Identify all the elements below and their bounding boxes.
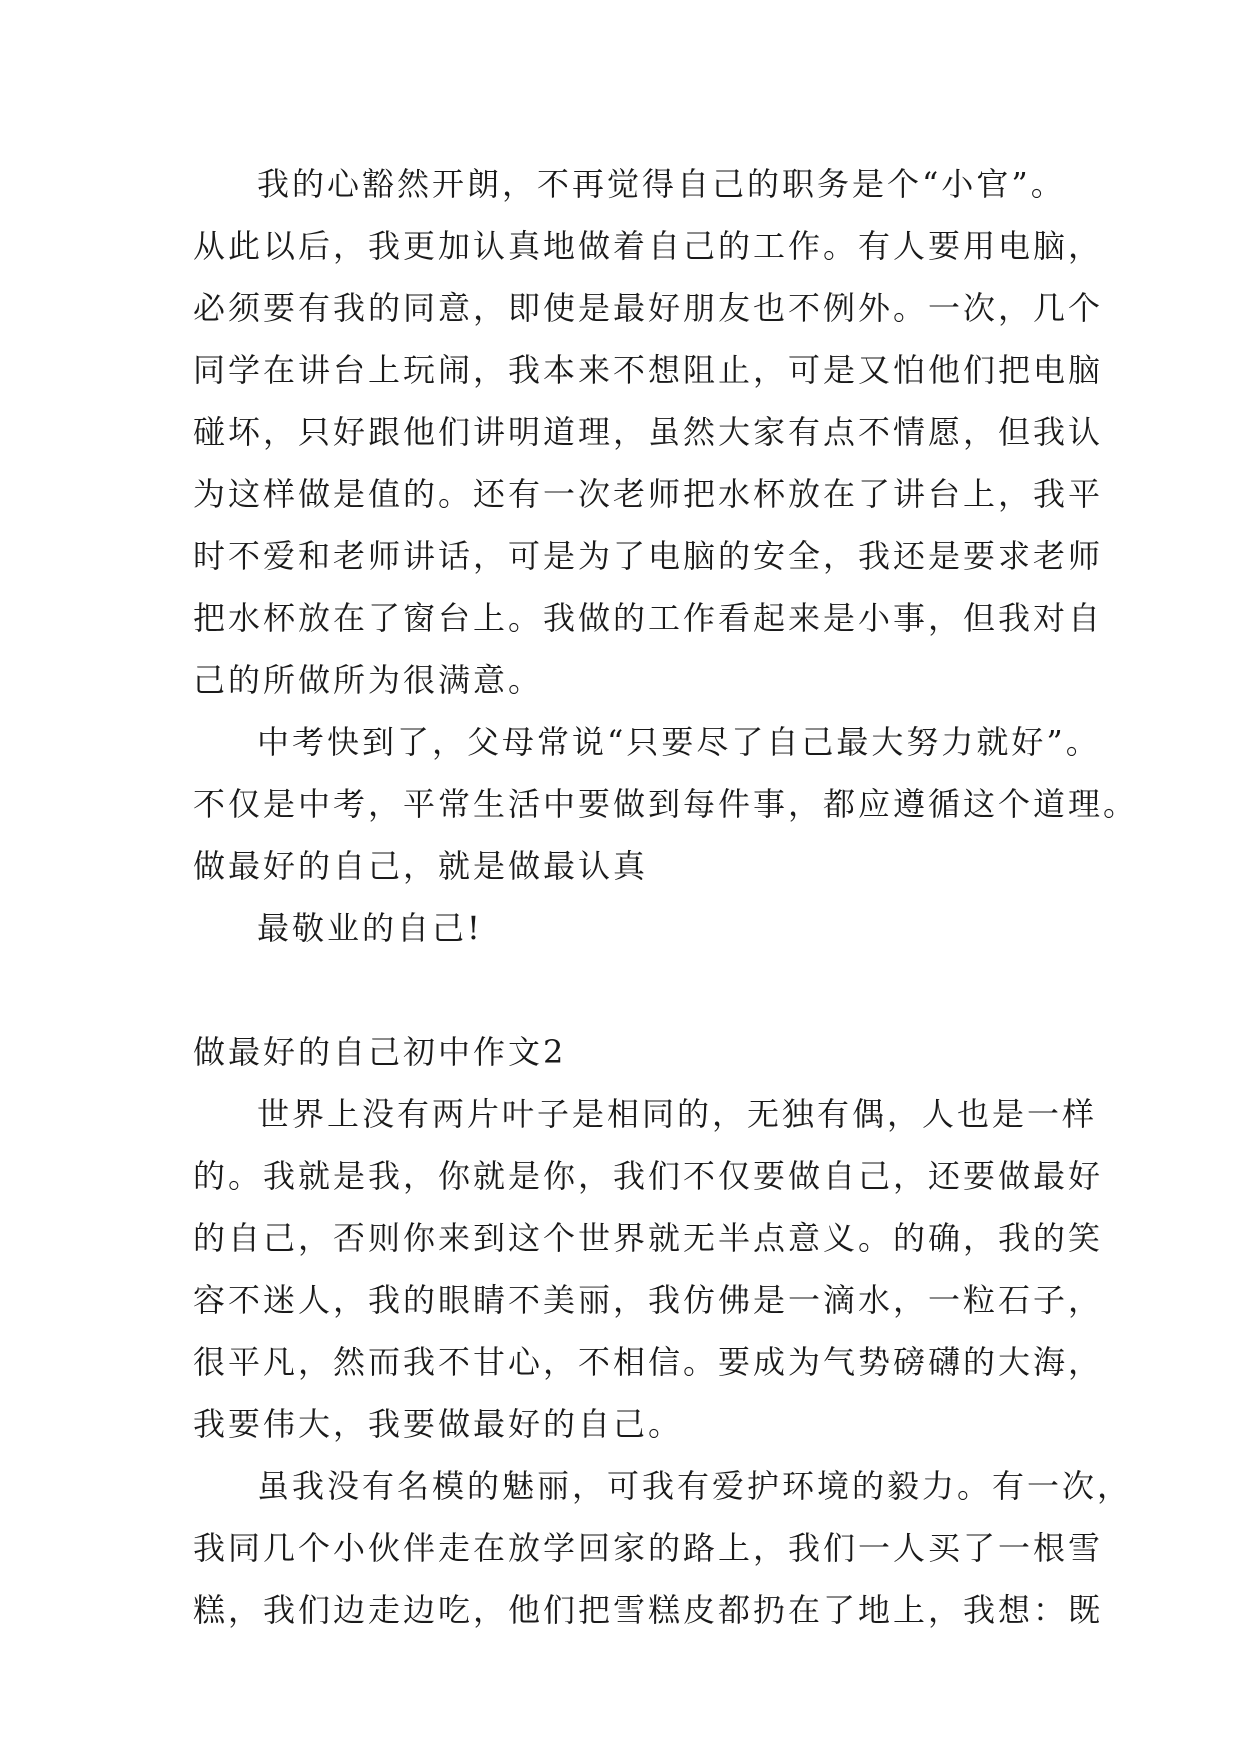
text-line: 很平凡，然而我不甘心，不相信。要成为气势磅礴的大海， <box>193 1343 1104 1381</box>
text-line: 世界上没有两片叶子是相同的，无独有偶，人也是一样 <box>257 1095 1098 1133</box>
text-line: 为这样做是值的。还有一次老师把水杯放在了讲台上，我平 <box>193 475 1104 513</box>
text-line: 把水杯放在了窗台上。我做的工作看起来是小事，但我对自 <box>193 599 1104 637</box>
text-line: 不仅是中考，平常生活中要做到每件事，都应遵循这个道理。 <box>193 785 1139 823</box>
section-title: 做最好的自己初中作文2 <box>193 1033 567 1071</box>
text-line: 我要伟大，我要做最好的自己。 <box>193 1405 684 1443</box>
text-line: 中考快到了，父母常说“只要尽了自己最大努力就好”。 <box>257 723 1101 761</box>
text-line: 从此以后，我更加认真地做着自己的工作。有人要用电脑， <box>193 227 1104 265</box>
text-line: 必须要有我的同意，即使是最好朋友也不例外。一次，几个 <box>193 289 1104 327</box>
text-line: 我的心豁然开朗，不再觉得自己的职务是个“小官”。 <box>257 165 1066 203</box>
text-line: 糕，我们边走边吃，他们把雪糕皮都扔在了地上，我想：既 <box>193 1591 1104 1629</box>
text-line: 做最好的自己，就是做最认真 <box>193 847 649 885</box>
text-line: 碰坏，只好跟他们讲明道理，虽然大家有点不情愿，但我认 <box>193 413 1104 451</box>
text-line: 己的所做所为很满意。 <box>193 661 544 699</box>
text-line: 的。我就是我，你就是你，我们不仅要做自己，还要做最好 <box>193 1157 1104 1195</box>
text-line: 最敬业的自己! <box>257 909 483 947</box>
text-line: 容不迷人，我的眼睛不美丽，我仿佛是一滴水，一粒石子， <box>193 1281 1104 1319</box>
text-line: 同学在讲台上玩闹，我本来不想阻止，可是又怕他们把电脑 <box>193 351 1104 389</box>
text-line: 虽我没有名模的魅丽，可我有爱护环境的毅力。有一次， <box>257 1467 1133 1505</box>
text-line: 的自己，否则你来到这个世界就无半点意义。的确，我的笑 <box>193 1219 1104 1257</box>
text-line: 我同几个小伙伴走在放学回家的路上，我们一人买了一根雪 <box>193 1529 1104 1567</box>
text-line: 时不爱和老师讲话，可是为了电脑的安全，我还是要求老师 <box>193 537 1104 575</box>
